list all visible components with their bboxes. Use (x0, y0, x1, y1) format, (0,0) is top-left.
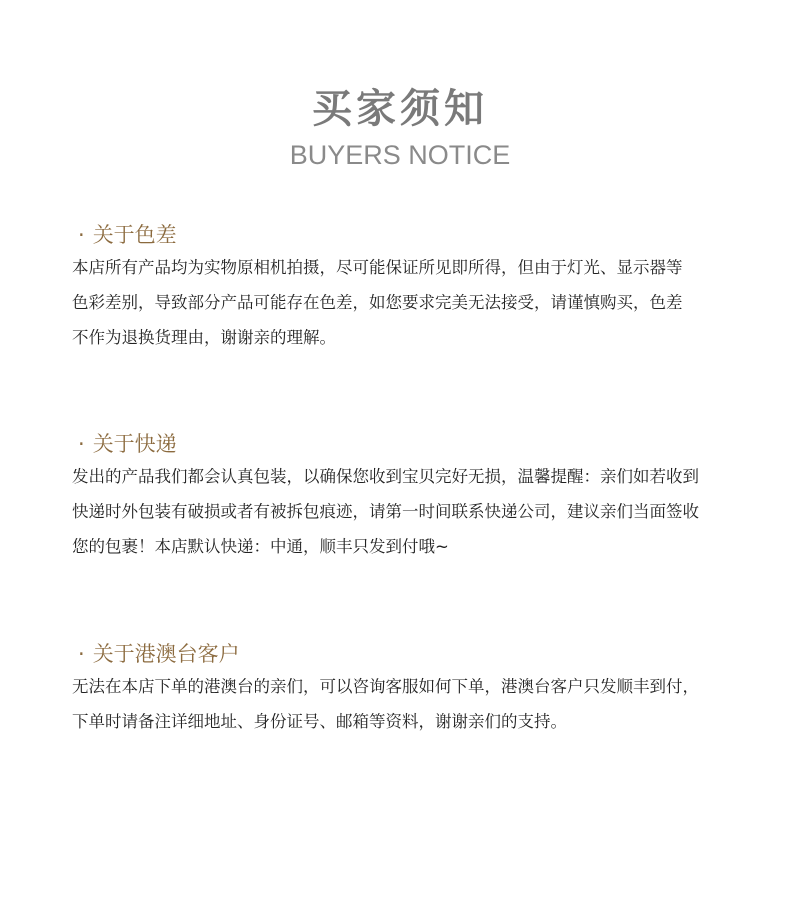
section-heading-label: 关于港澳台客户 (92, 642, 240, 666)
body-line: 无法在本店下单的港澳台的亲们，可以咨询客服如何下单，港澳台客户只发顺丰到付， (72, 677, 699, 696)
body-line: 下单时请备注详细地址、身份证号、邮箱等资料，谢谢亲们的支持。 (72, 712, 567, 731)
body-line: 不作为退换货理由，谢谢亲的理解。 (72, 328, 336, 347)
page-title-en: BUYERS NOTICE (289, 140, 511, 170)
section-color-difference (72, 220, 762, 355)
bullet-dot: · (78, 432, 85, 456)
section-heading (78, 639, 762, 669)
bullet-dot: · (78, 642, 85, 666)
section-heading-label: 关于快递 (92, 432, 177, 456)
bullet-dot: · (78, 223, 85, 247)
body-line: 快递时外包装有破损或者有被拆包痕迹，请第一时间联系快递公司，建议亲们当面签收 (72, 502, 699, 521)
section-heading-label: 关于色差 (92, 223, 177, 247)
section-express-delivery (72, 429, 762, 564)
section-heading (78, 220, 762, 250)
section-hk-macau-taiwan (72, 639, 762, 739)
section-body (72, 669, 762, 739)
section-body (72, 459, 762, 564)
section-heading (78, 429, 762, 459)
page-title-cn: 买家须知 (312, 86, 488, 132)
body-line: 色彩差别，导致部分产品可能存在色差，如您要求完美无法接受，请谨慎购买，色差 (72, 293, 683, 312)
body-line: 本店所有产品均为实物原相机拍摄，尽可能保证所见即所得，但由于灯光、显示器等 (72, 258, 683, 277)
body-line: 发出的产品我们都会认真包装，以确保您收到宝贝完好无损，温馨提醒：亲们如若收到 (72, 467, 699, 486)
body-line: 您的包裹！本店默认快递：中通，顺丰只发到付哦~ (72, 537, 449, 556)
section-body (72, 250, 762, 355)
